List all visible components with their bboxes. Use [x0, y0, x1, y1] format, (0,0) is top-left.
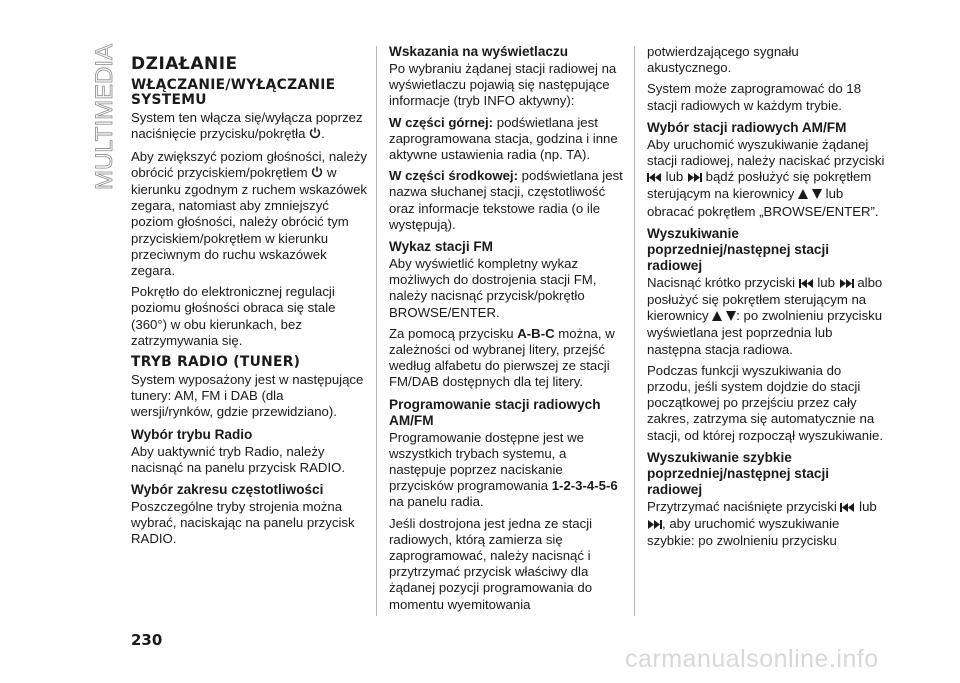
paragraph-station-list: Aby wyświetlić kompletny wykaz możliwych do dostrojenia stacji FM, należy nacisnąć przycisk/pokrętło BROWSE/ENTER. — [389, 256, 597, 320]
paragraph-knob: Pokrętło do elektronicznej regulacji poziomu głośności obraca się stale (360°) w obu kierunkach, bez zatrzymywania się. — [131, 284, 336, 348]
column-left — [131, 56, 369, 553]
skip-previous-icon — [840, 500, 855, 516]
paragraph-power: System ten włącza się/wyłącza poprzez naciśnięcie przycisku/pokrętła . — [131, 110, 369, 143]
heading-station-select: Wybór stacji radiowych AM/FM — [647, 119, 847, 135]
heading-band: Wybór zakresu częstotliwości — [131, 482, 324, 498]
paragraph-volume: Aby zwiększyć poziom głośności, należy obrócić przyciskiem/pokrętłem w kierunku zgodnym z ruchem wskazówek zegara, natomiast aby zmniejszyć poziom głośności, należy obrócić tym przyciskiem/pokrętłem w kierunku przeciwnym do ruchu wskazówek zegara. — [131, 148, 368, 279]
section-side-label — [86, 42, 122, 192]
skip-previous-icon — [647, 170, 662, 186]
section-side-label-text: MULTIMEDIA — [91, 43, 118, 190]
paragraph-tuner: System wyposażony jest w następujące tunery: AM, FM i DAB (dla wersji/rynków, gdzie przewidziano). — [131, 372, 364, 420]
paragraph-band: Poszczególne tryby strojenia można wybrać, naciskając na panelu przycisk RADIO. — [131, 499, 355, 547]
section-title: DZIAŁANIE — [131, 54, 238, 74]
paragraph-confirm: potwierdzającego sygnału akustycznego. — [647, 44, 799, 76]
preset-buttons-label: 1-2-3-4-5-6 — [551, 478, 618, 494]
label-top: W części górnej: — [389, 114, 494, 130]
skip-next-icon — [647, 517, 662, 533]
paragraph-wraparound: Podczas funkcji wyszukiwania do przodu, jeśli system dojdzie do stacji początkowej po przejściu przez cały zakres, zatrzyma się automatycznie na stacji, od której rozpoczął wyszukiwanie. — [647, 362, 884, 443]
paragraph-fast-seek: Przytrzymać naciśnięte przyciski lub , aby uruchomić wyszukiwanie szybkie: po zwolnieniu przycisku — [647, 498, 877, 549]
heading-power: WŁĄCZANIE/WYŁĄCZANIE SYSTEMU — [131, 77, 336, 109]
paragraph-mode: Aby uaktywnić tryb Radio, należy nacisnąć na panelu przycisk RADIO. — [131, 443, 346, 475]
paragraph-station-select: Aby uruchomić wyszukiwanie żądanej stacji radiowej, należy naciskać przyciski lub bądź posłużyć się pokrętłem sterującym na kierownicy lub obracać pokrętłem „BROWSE/ENTER”. — [647, 136, 885, 219]
heading-programming: Programowanie stacji radiowych AM/FM — [389, 396, 601, 428]
heading-seek: Wyszukiwanie poprzedniej/następnej stacji radiowej — [647, 225, 830, 273]
column-right — [647, 44, 885, 554]
paragraph-programming: Programowanie dostępne jest we wszystkich trybach systemu, a następuje poprzez naciskanie przycisków programowania 1-2-3-4-5-6 na panelu radia. — [389, 429, 618, 510]
paragraph-top: W części górnej: podświetlana jest zaprogramowana stacja, godzina i inne aktywne ustawienia radia (np. TA). — [389, 114, 618, 163]
heading-display: Wskazania na wyświetlaczu — [389, 44, 569, 59]
heading-fast-seek: Wyszukiwanie szybkie poprzedniej/następnej stacji radiowej — [647, 449, 830, 497]
skip-previous-icon — [799, 276, 814, 292]
paragraph-programming-hold: Jeśli dostrojona jest jedna ze stacji radiowych, którą zamierza się zaprogramować, należy nacisnąć i przytrzymać przycisk właściwy dla żądanej pozycji programowania do momentu wyemitowania — [389, 515, 593, 612]
column-divider — [634, 46, 635, 616]
heading-station-list: Wykaz stacji FM — [389, 239, 494, 255]
paragraph-capacity: System może zaprogramować do 18 stacji radiowych w każdym trybie. — [647, 81, 862, 113]
paragraph-display: Po wybraniu żądanej stacji radiowej na wyświetlaczu pojawią się następujące informacje (tryb INFO aktywny): — [389, 61, 617, 109]
heading-tuner: TRYB RADIO (TUNER) — [131, 354, 301, 371]
page-number: 230 — [131, 631, 163, 649]
paragraph-middle: W części środkowej: podświetlana jest nazwa słuchanej stacji, częstotliwość oraz informacje tekstowe radia (o ile występują). — [389, 168, 623, 232]
steering-up-down-icon — [712, 309, 736, 325]
abc-button-label: A-B-C — [517, 325, 555, 341]
label-middle: W części środkowej: — [389, 168, 518, 184]
skip-next-icon — [687, 170, 702, 186]
column-divider — [376, 46, 377, 616]
column-middle — [389, 44, 627, 618]
power-knob-icon — [309, 127, 321, 143]
steering-up-down-icon — [798, 187, 822, 203]
paragraph-seek: Nacisnąć krótko przyciski lub albo posłużyć się pokrętłem sterującym na kierownicy : po zwolnieniu przycisku wyświetlana jest poprzednia lub następna stacja radiowa. — [647, 274, 883, 357]
watermark: carmanualsonline.info — [625, 645, 879, 673]
heading-mode: Wybór trybu Radio — [131, 426, 253, 442]
paragraph-abc: Za pomocą przycisku A-B-C można, w zależności od wybranej litery, przejść według alfabetu do pierwszej ze stacji FM/DAB dostępnych dla tej litery. — [389, 325, 615, 390]
power-knob-icon — [311, 166, 323, 182]
skip-next-icon — [839, 276, 854, 292]
